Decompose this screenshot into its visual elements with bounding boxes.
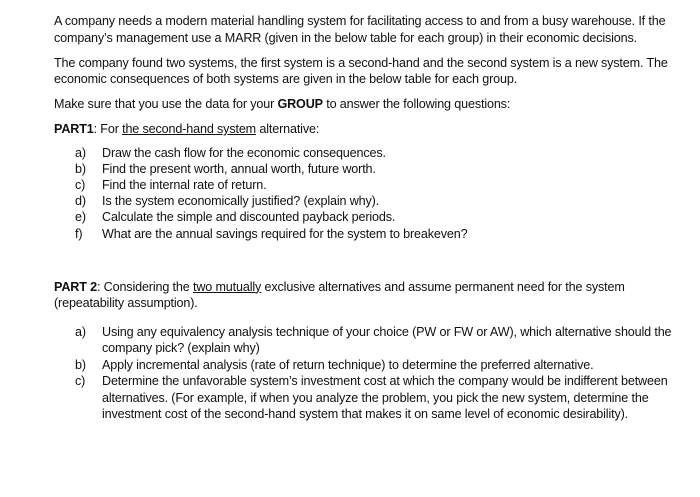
list-item-text: Is the system economically justified? (explain why). [102,194,380,209]
list-item-text: Determine the unfavorable system’s investment cost at which the company would be indifferent between alternatives. (For example, if when you analyze the problem, you pick the new system, determine the investment cost of the second-hand system that makes it on same level of economic desirability). [102,374,668,422]
list-item [75,226,680,242]
list-marker: f) [75,226,83,241]
part2-label: PART 2 [54,279,97,294]
intro-paragraph-3 [54,96,680,113]
intro-p3-text-before: Make sure that you use the data for your [54,97,278,111]
list-marker: c) [75,374,86,389]
list-marker: e) [75,210,86,225]
part1-label: PART1 [54,122,94,136]
part2-question-list [75,324,680,423]
list-item-text: What are the annual savings required for the system to breakeven? [102,226,468,241]
list-item [75,193,680,209]
part1-underlined-text: the second-hand system [122,122,257,136]
list-item [75,324,680,357]
part2-text-before: : Considering the [96,279,193,294]
part1-heading [54,121,680,138]
document-body [54,13,680,423]
list-item-text: Using any equivalency analysis technique of your choice (PW or FW or AW), which alternative should the company pick? (explain why) [102,324,672,356]
list-item [75,145,680,161]
intro-paragraph-2: The company found two systems, the first system is a second-hand and the second system is a new system. The economic consequences of both systems are given in the below table for each group. [54,55,668,86]
part2-underlined-text: two mutually [192,279,262,294]
part2-text-after: exclusive alternatives and assume permanent need for the system (repeatability assumption). [54,279,625,311]
list-item [75,373,680,423]
part1-text-after: alternative: [256,122,320,136]
list-marker: b) [75,357,86,372]
list-item-text: Draw the cash flow for the economic consequences. [102,145,386,160]
part1-text-before: : For [93,122,123,136]
list-item-text: Calculate the simple and discounted payback periods. [102,210,396,225]
intro-paragraph-1: A company needs a modern material handling system for facilitating access to and from a busy warehouse. If the company’s management use a MARR (given in the below table for each group) in their economic decisions. [54,14,666,45]
part1-question-list [75,145,680,242]
list-item [75,209,680,225]
group-keyword: GROUP [277,97,323,111]
list-marker: b) [75,161,86,176]
list-item-text: Find the internal rate of return. [102,177,267,192]
list-item-text: Apply incremental analysis (rate of return technique) to determine the preferred alternative. [102,357,594,372]
list-marker: d) [75,194,86,209]
part2-heading [54,279,680,312]
list-item-text: Find the present worth, annual worth, future worth. [102,161,376,176]
list-item [75,357,680,374]
intro-p3-text-after: to answer the following questions: [322,97,511,111]
list-marker: a) [75,145,86,160]
list-marker: c) [75,177,86,192]
list-marker: a) [75,324,86,339]
list-item [75,161,680,177]
list-item [75,177,680,193]
